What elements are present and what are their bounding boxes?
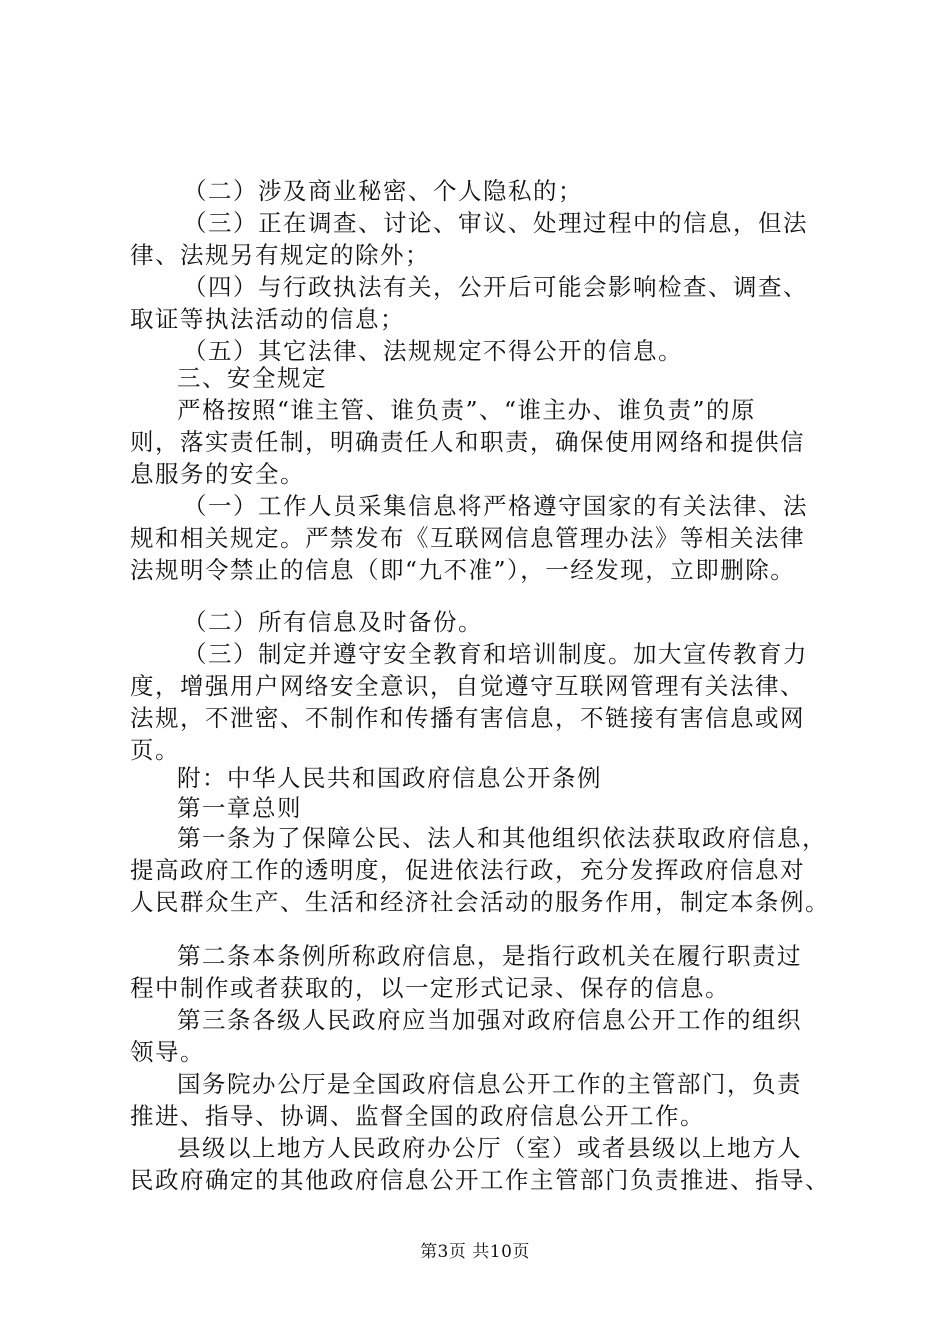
paragraph-line: 程中制作或者获取的，以一定形式记录、保存的信息。: [130, 974, 730, 1002]
paragraph-line: （二）涉及商业秘密、个人隐私的；: [183, 177, 583, 205]
paragraph-line: 国务院办公厅是全国政府信息公开工作的主管部门，负责: [177, 1070, 802, 1098]
paragraph-line: 推进、指导、协调、监督全国的政府信息公开工作。: [130, 1102, 705, 1130]
paragraph-line: 民政府确定的其他政府信息公开工作主管部门负责推进、指导、: [130, 1166, 830, 1194]
paragraph-line: （三）正在调查、讨论、审议、处理过程中的信息，但法: [183, 209, 808, 237]
paragraph-line: 取证等执法活动的信息；: [130, 305, 405, 333]
section-heading: 三、安全规定: [177, 364, 327, 392]
paragraph-line: 第一条为了保障公民、法人和其他组织依法获取政府信息，: [177, 824, 827, 852]
paragraph-line: （二）所有信息及时备份。: [183, 608, 483, 636]
paragraph-line: 则，落实责任制，明确责任人和职责，确保使用网络和提供信: [130, 428, 805, 456]
paragraph-line: 第三条各级人民政府应当加强对政府信息公开工作的组织: [177, 1006, 802, 1034]
paragraph-line: （四）与行政执法有关，公开后可能会影响检查、调查、: [183, 273, 808, 301]
paragraph-line: 度，增强用户网络安全意识，自觉遵守互联网管理有关法律、: [130, 672, 805, 700]
paragraph-line: （三）制定并遵守安全教育和培训制度。加大宣传教育力: [183, 640, 808, 668]
paragraph-line: 法规，不泄密、不制作和传播有害信息，不链接有害信息或网: [130, 704, 805, 732]
chapter-title: 第一章总则: [177, 794, 302, 822]
paragraph-line: 县级以上地方人民政府办公厅（室）或者县级以上地方人: [177, 1134, 802, 1162]
paragraph-line: 提高政府工作的透明度，促进依法行政，充分发挥政府信息对: [130, 856, 805, 884]
paragraph-line: 规和相关规定。严禁发布《互联网信息管理办法》等相关法律: [130, 524, 805, 552]
paragraph-line: 第二条本条例所称政府信息，是指行政机关在履行职责过: [177, 942, 802, 970]
paragraph-line: 领导。: [130, 1038, 205, 1066]
page-footer: 第3页 共10页: [420, 1242, 530, 1262]
paragraph-line: 页。: [130, 736, 180, 764]
paragraph-line: 律、法规另有规定的除外；: [130, 241, 430, 269]
appendix-title: 附：中华人民共和国政府信息公开条例: [177, 764, 602, 792]
paragraph-line: 息服务的安全。: [130, 460, 305, 488]
paragraph-line: （五）其它法律、法规规定不得公开的信息。: [183, 337, 683, 365]
paragraph-line: （一）工作人员采集信息将严格遵守国家的有关法律、法: [183, 492, 808, 520]
paragraph-line: 法规明令禁止的信息（即“九不准”），一经发现，立即删除。: [130, 556, 796, 584]
paragraph-line: 人民群众生产、生活和经济社会活动的服务作用，制定本条例。: [130, 888, 830, 916]
paragraph-line: 严格按照“谁主管、谁负责”、“谁主办、谁负责”的原: [177, 396, 757, 424]
